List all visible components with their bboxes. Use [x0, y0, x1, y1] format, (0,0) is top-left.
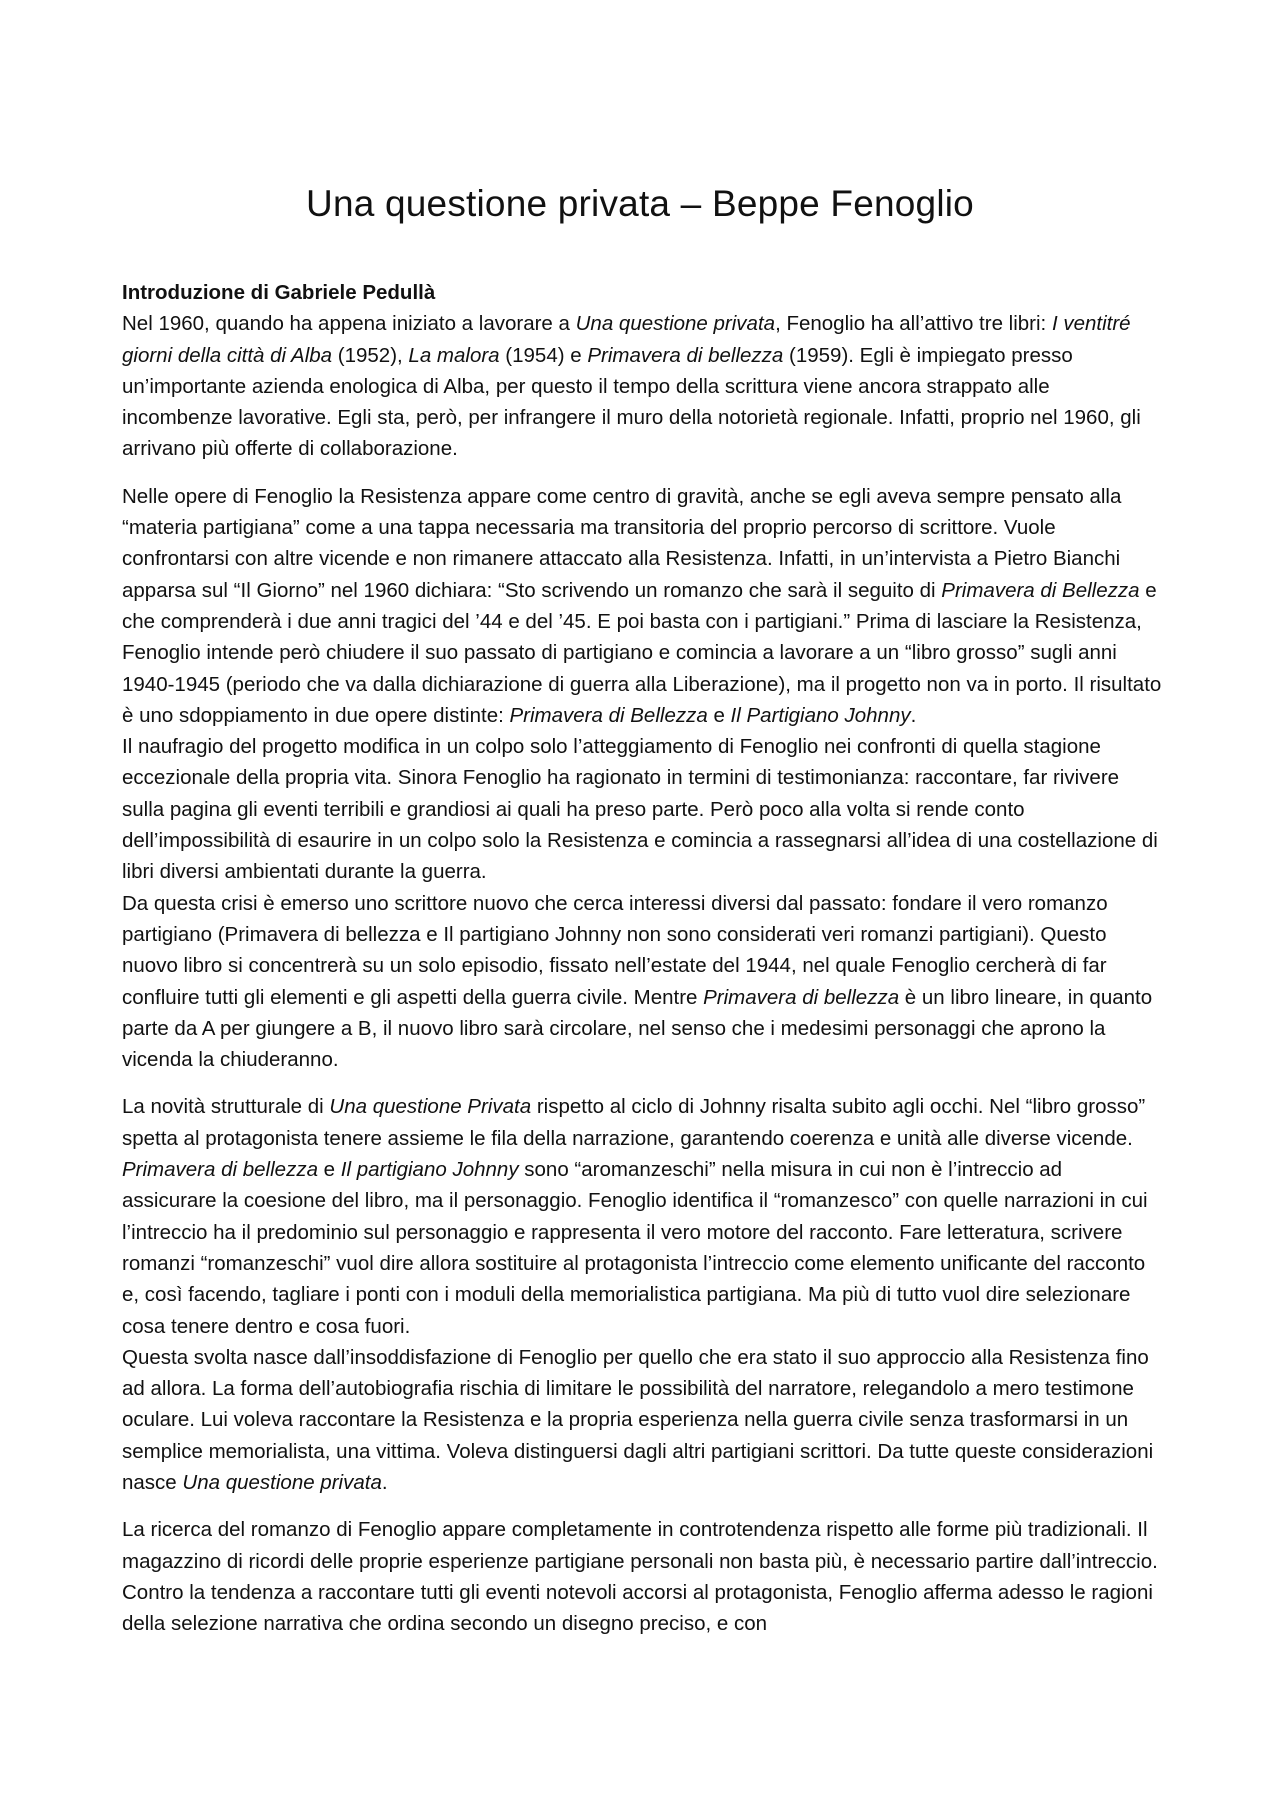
- paragraph-6-text: Questa svolta nasce dall’insoddisfazione di Fenoglio per quello che era stato il suo approccio alla Resistenza fino ad allora. La forma dell’autobiografia rischia di limitare le possibilità del narratore, relegandolo a mero testimone oculare. Lui voleva raccontare la Resistenza e la propria esperienza nella guerra civile senza trasformarsi in un semplice memorialista, una vittima. Voleva distinguersi dagli altri partigiani scrittori. Da tutte queste considerazioni nasce: [122, 1345, 1154, 1494]
- book-title: Primavera di bellezza: [122, 1158, 318, 1182]
- paragraph-1-text: , Fenoglio ha all’attivo tre libri:: [775, 312, 1052, 336]
- paragraph-4-text: Da questa crisi è emerso uno scrittore nuovo che cerca interessi diversi dal passato: fondare il vero romanzo partigiano (Primavera di bellezza e Il partigiano Johnny non sono considerati veri romanzi partigiani). Questo nuovo libro si concentrerà su un solo episodio, fissato nell’estate del 1944, nel quale Fenoglio cercherà di far confluire tutti gli elementi e gli aspetti della guerra civile. Mentre: [122, 891, 1108, 1009]
- paragraph-3: [122, 731, 1162, 887]
- paragraph-5-text: e: [317, 1158, 341, 1182]
- paragraph-5-text: sono “aromanzeschi” nella misura in cui non è l’intreccio ad assicurare la coesione del libro, ma il personaggio. Fenoglio identifica il “romanzesco” con quelle narrazioni in cui l’intreccio ha il predominio sul personaggio e rappresenta il vero motore del racconto. Fare letteratura, scrivere romanzi “romanzeschi” vuol dire allora sostituire al protagonista l’intreccio come elemento unificante del racconto e, così facendo, tagliare i ponti con i moduli della memorialistica partigiana. Ma più di tutto vuol dire selezionare cosa tenere dentro e cosa fuori.: [122, 1158, 1148, 1338]
- section-heading: Introduzione di Gabriele Pedullà: [122, 281, 436, 304]
- paragraph-1-text: (1954) e: [499, 343, 588, 367]
- paragraph-3-text: Il naufragio del progetto modifica in un colpo solo l’atteggiamento di Fenoglio nei confronti di quella stagione eccezionale della propria vita. Sinora Fenoglio ha ragionato in termini di testimonianza: raccontare, far rivivere sulla pagina gli eventi terribili e grandiosi ai quali ha preso parte. Però poco alla volta si rende conto dell’impossibilità di esaurire in un colpo solo la Resistenza e comincia a rassegnarsi all’idea di una costellazione di libri diversi ambientati durante la guerra.: [122, 735, 1158, 884]
- document-body: [122, 277, 1162, 1639]
- document-title: Una questione privata – Beppe Fenoglio: [306, 182, 974, 224]
- book-title: Una questione privata: [182, 1470, 382, 1494]
- book-title: Primavera di bellezza: [703, 985, 900, 1009]
- paragraph-6-text: .: [381, 1470, 388, 1494]
- paragraph-5-text: La novità strutturale di: [122, 1095, 330, 1119]
- paragraph-2-text: .: [910, 703, 917, 727]
- paragraph-4: [122, 888, 1162, 1076]
- paragraph-1-text: (1959). Egli è impiegato presso un’importante azienda enologica di Alba, per questo il tempo della scrittura viene ancora strappato alle incombenze lavorative. Egli sta, però, per infrangere il muro della notorietà regionale. Infatti, proprio nel 1960, gli arrivano più offerte di collaborazione.: [122, 343, 1141, 461]
- paragraph-4-text: è un libro lineare, in quanto parte da A per giungere a B, il nuovo libro sarà circolare, nel senso che i medesimi personaggi che aprono la vicenda la chiuderanno.: [122, 985, 1153, 1072]
- paragraph-2-text: e: [707, 703, 731, 727]
- book-title: Primavera di Bellezza: [941, 578, 1140, 602]
- book-title: Il partigiano Johnny: [340, 1158, 519, 1182]
- paragraph-1-text: Nel 1960, quando ha appena iniziato a lavorare a: [122, 312, 576, 336]
- paragraph-5-text: rispetto al ciclo di Johnny risalta subito agli occhi. Nel “libro grosso” spetta al protagonista tenere assieme le fila della narrazione, garantendo coerenza e unità alle diverse vicende.: [122, 1095, 1146, 1150]
- paragraph-6: [122, 1342, 1162, 1498]
- paragraph-2-text: Nelle opere di Fenoglio la Resistenza appare come centro di gravità, anche se egli aveva sempre pensato alla “materia partigiana” come a una tappa necessaria ma transitoria del proprio percorso di scrittore. Vuole confrontarsi con altre vicende e non rimanere attaccato alla Resistenza. Infatti, in un’intervista a Pietro Bianchi apparsa sul “Il Giorno” nel 1960 dichiara: “Sto scrivendo un romanzo che sarà il seguito di: [122, 484, 1122, 602]
- book-title: I ventitré giorni della città di Alba: [122, 312, 1131, 367]
- paragraph-2-text: e che comprenderà i due anni tragici del ’44 e del ’45. E poi basta con i partigiani.” Prima di lasciare la Resistenza, Fenoglio intende però chiudere il suo passato di partigiano e comincia a lavorare a un “libro grosso” sugli anni 1940-1945 (periodo che va dalla dichiarazione di guerra alla Liberazione), ma il progetto non va in porto. Il risultato è uno sdoppiamento in due opere distinte:: [122, 578, 1162, 727]
- paragraph-7-text: La ricerca del romanzo di Fenoglio appare completamente in controtendenza rispetto alle forme più tradizionali. Il magazzino di ricordi delle proprie esperienze partigiane personali non basta più, è necessario partire dall’intreccio. Contro la tendenza a raccontare tutti gli eventi notevoli accorsi al protagonista, Fenoglio afferma adesso le ragioni della selezione narrativa che ordina secondo un disegno preciso, e con: [122, 1518, 1158, 1636]
- paragraph-7: [122, 1514, 1162, 1639]
- book-title: Una questione Privata: [329, 1095, 532, 1119]
- book-title: Primavera di bellezza: [587, 343, 784, 367]
- book-title: Primavera di Bellezza: [509, 703, 708, 727]
- paragraph-1-text: (1952),: [332, 343, 409, 367]
- paragraph-1: [122, 308, 1162, 464]
- book-title: Il Partigiano Johnny: [730, 703, 911, 727]
- paragraph-2: [122, 481, 1162, 731]
- paragraph-5: [122, 1091, 1162, 1341]
- book-title: Una questione privata: [575, 312, 776, 336]
- book-title: La malora: [408, 343, 500, 367]
